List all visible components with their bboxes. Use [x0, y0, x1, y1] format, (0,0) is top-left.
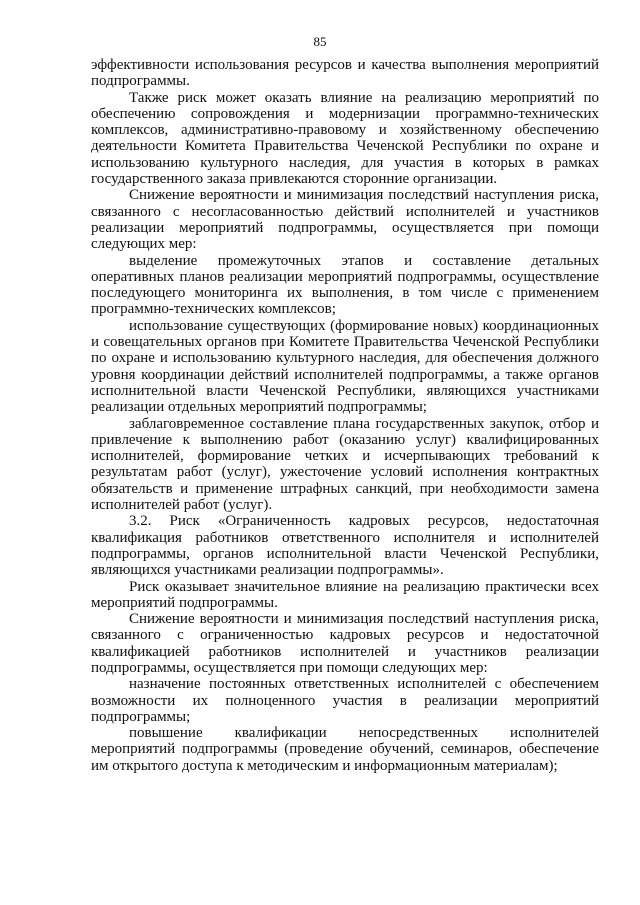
- paragraph: Также риск может оказать влияние на реализацию мероприятий по обеспечению сопровождения и модернизации программно-технических комплексов, административно-правовому и хозяйственному обеспечению деятельности Комитета Правительства Чеченской Республики по охране и использованию культурного наследия, для участия в которых в рамках государственного заказа привлекаются сторонние организации.: [91, 89, 599, 188]
- paragraph: Риск оказывает значительное влияние на реализацию практически всех мероприятий подпрограммы.: [91, 578, 599, 611]
- list-item: выделение промежуточных этапов и составление детальных оперативных планов реализации мероприятий подпрограммы, осуществление последующего мониторинга их выполнения, в том числе с применением программно-технических комплексов;: [91, 252, 599, 318]
- paragraph: Снижение вероятности и минимизация последствий наступления риска, связанного с ограниченностью кадровых ресурсов и недостаточной квалификацией работников исполнителей и участников реализации подпрограммы, осуществляется при помощи следующих мер:: [91, 611, 599, 676]
- document-body: [91, 57, 599, 774]
- section-paragraph: 3.2. Риск «Ограниченность кадровых ресурсов, недостаточная квалификация работников ответственного исполнителя и исполнителей подпрограммы, органов исполнительной власти Чеченской Республики, являющихся участниками реализации подпрограммы».: [91, 513, 599, 579]
- page-number: 85: [313, 34, 327, 49]
- paragraph: эффективности использования ресурсов и качества выполнения мероприятий подпрограммы.: [91, 57, 599, 90]
- list-item: назначение постоянных ответственных исполнителей с обеспечением возможности их полноценного участия в реализации мероприятий подпрограммы;: [91, 676, 599, 725]
- list-item: заблаговременное составление плана государственных закупок, отбор и привлечение к выполнению работ (оказанию услуг) квалифицированных исполнителей, формирование четких и исчерпывающих требований к результатам работ (услуг), ужесточение условий исполнения контрактных обязательств и применение штрафных санкций, при необходимости замена исполнителей работ (услуг).: [91, 415, 599, 514]
- paragraph: Снижение вероятности и минимизация последствий наступления риска, связанного с несогласованностью действий исполнителей и участников реализации мероприятий подпрограммы, осуществляется при помощи следующих мер:: [91, 187, 599, 253]
- list-item: повышение квалификации непосредственных исполнителей мероприятий подпрограммы (проведение обучений, семинаров, обеспечение им открытого доступа к методическим и информационным материалам);: [91, 725, 599, 774]
- list-item: использование существующих (формирование новых) координационных и совещательных органов при Комитете Правительства Чеченской Республики по охране и использованию культурного наследия, для обеспечения должного уровня координации действий исполнителей подпрограммы, а также органов исполнительной власти Чеченской Республики, являющихся участниками реализации отдельных мероприятий подпрограммы;: [91, 317, 599, 416]
